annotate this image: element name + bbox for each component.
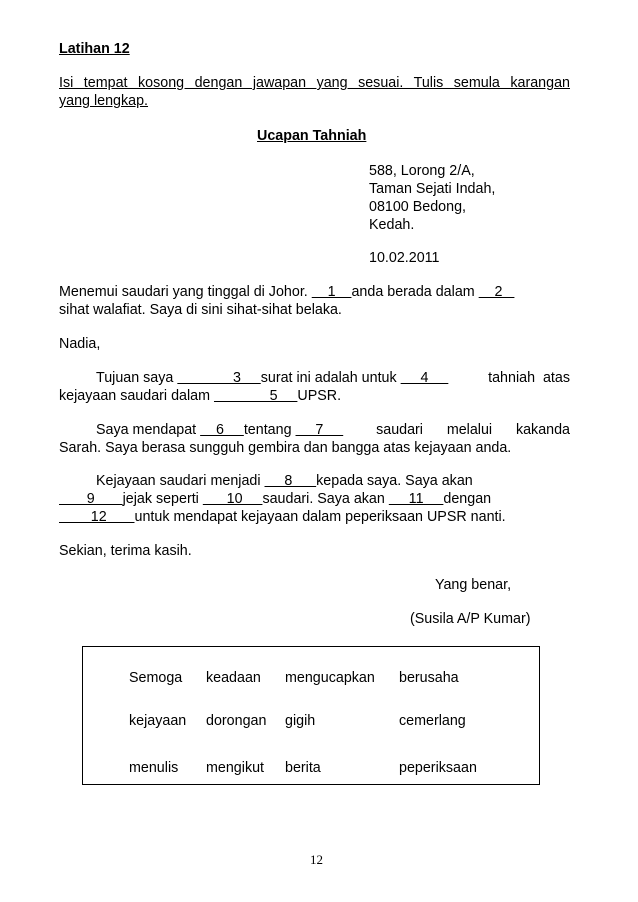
p1-segment: Tujuan saya 3 surat ini adalah untuk 4 [96,370,449,386]
word-box [82,646,540,785]
greeting-line-1 [59,284,514,301]
paragraph-3-line-2: 9 jejak seperti 10 saudari. Saya akan 11 dengan [59,491,492,507]
blank-9: 9 [59,491,123,507]
greeting-line-2: sihat walafiat. Saya di sini sihat-sihat belaka. [59,302,342,318]
address-line: Taman Sejati Indah, [369,181,496,197]
p2-segment: Saya mendapat 6 tentang 7 [96,422,344,438]
blank-6: 6 [200,422,244,438]
blank-12: 12 [59,509,135,525]
word-box-item: berita [285,760,321,776]
signature: (Susila A/P Kumar) [410,611,531,627]
letter-date: 10.02.2011 [369,250,440,266]
word-box-item: gigih [285,713,316,729]
exercise-title: Latihan 12 [59,41,130,57]
word-box-item: dorongan [206,713,267,729]
blank-10: 10 [202,491,263,507]
blank-3: 3 [177,370,261,386]
word-box-item: cemerlang [399,713,466,729]
p1-segment-end: tahniah atas [488,370,570,386]
greeting-text: anda berada dalam [351,284,479,300]
blank-2: 2 [478,284,515,300]
word-box-item: keadaan [206,670,261,686]
paragraph-3-line-1: Kejayaan saudari menjadi 8 kepada saya. Saya akan [96,473,473,489]
salutation: Nadia, [59,336,101,352]
address-line: 588, Lorong 2/A, [369,163,475,179]
blank-8: 8 [264,473,317,489]
instruction-line-1: Isi tempat kosong dengan jawapan yang sesuai. Tulis semula karangan [59,75,570,91]
blank-11: 11 [388,491,444,507]
letter-title: Ucapan Tahniah [257,128,367,144]
blank-4: 4 [400,370,449,386]
blank-1: 1 [311,284,352,300]
paragraph-2-line-1 [96,422,570,439]
paragraph-1-line-2: kejayaan saudari dalam 5 UPSR. [59,388,342,404]
paragraph-2-line-2: Sarah. Saya berasa sungguh gembira dan bangga atas kejayaan anda. [59,440,512,456]
page-number: 12 [310,852,323,867]
instruction-line-2: yang lengkap. [59,93,149,109]
word-box-item: peperiksaan [399,760,477,776]
paragraph-1-line-1 [96,370,570,387]
p2-segment-end: saudari melalui kakanda [376,422,570,438]
greeting-text: Menemui saudari yang tinggal di Johor. [59,284,312,300]
blank-7: 7 [295,422,344,438]
blank-5: 5 [213,388,298,404]
signoff: Yang benar, [435,577,512,593]
address-line: Kedah. [369,217,415,233]
address-line: 08100 Bedong, [369,199,466,215]
closing: Sekian, terima kasih. [59,543,192,559]
paragraph-3-line-3: 12 untuk mendapat kejayaan dalam peperiksaan UPSR nanti. [59,509,506,525]
word-box-item: Semoga [129,670,183,686]
word-box-item: mengikut [206,760,265,776]
word-box-item: menulis [129,760,179,776]
word-box-item: berusaha [399,670,459,686]
word-box-item: kejayaan [129,713,187,729]
word-box-item: mengucapkan [285,670,375,686]
